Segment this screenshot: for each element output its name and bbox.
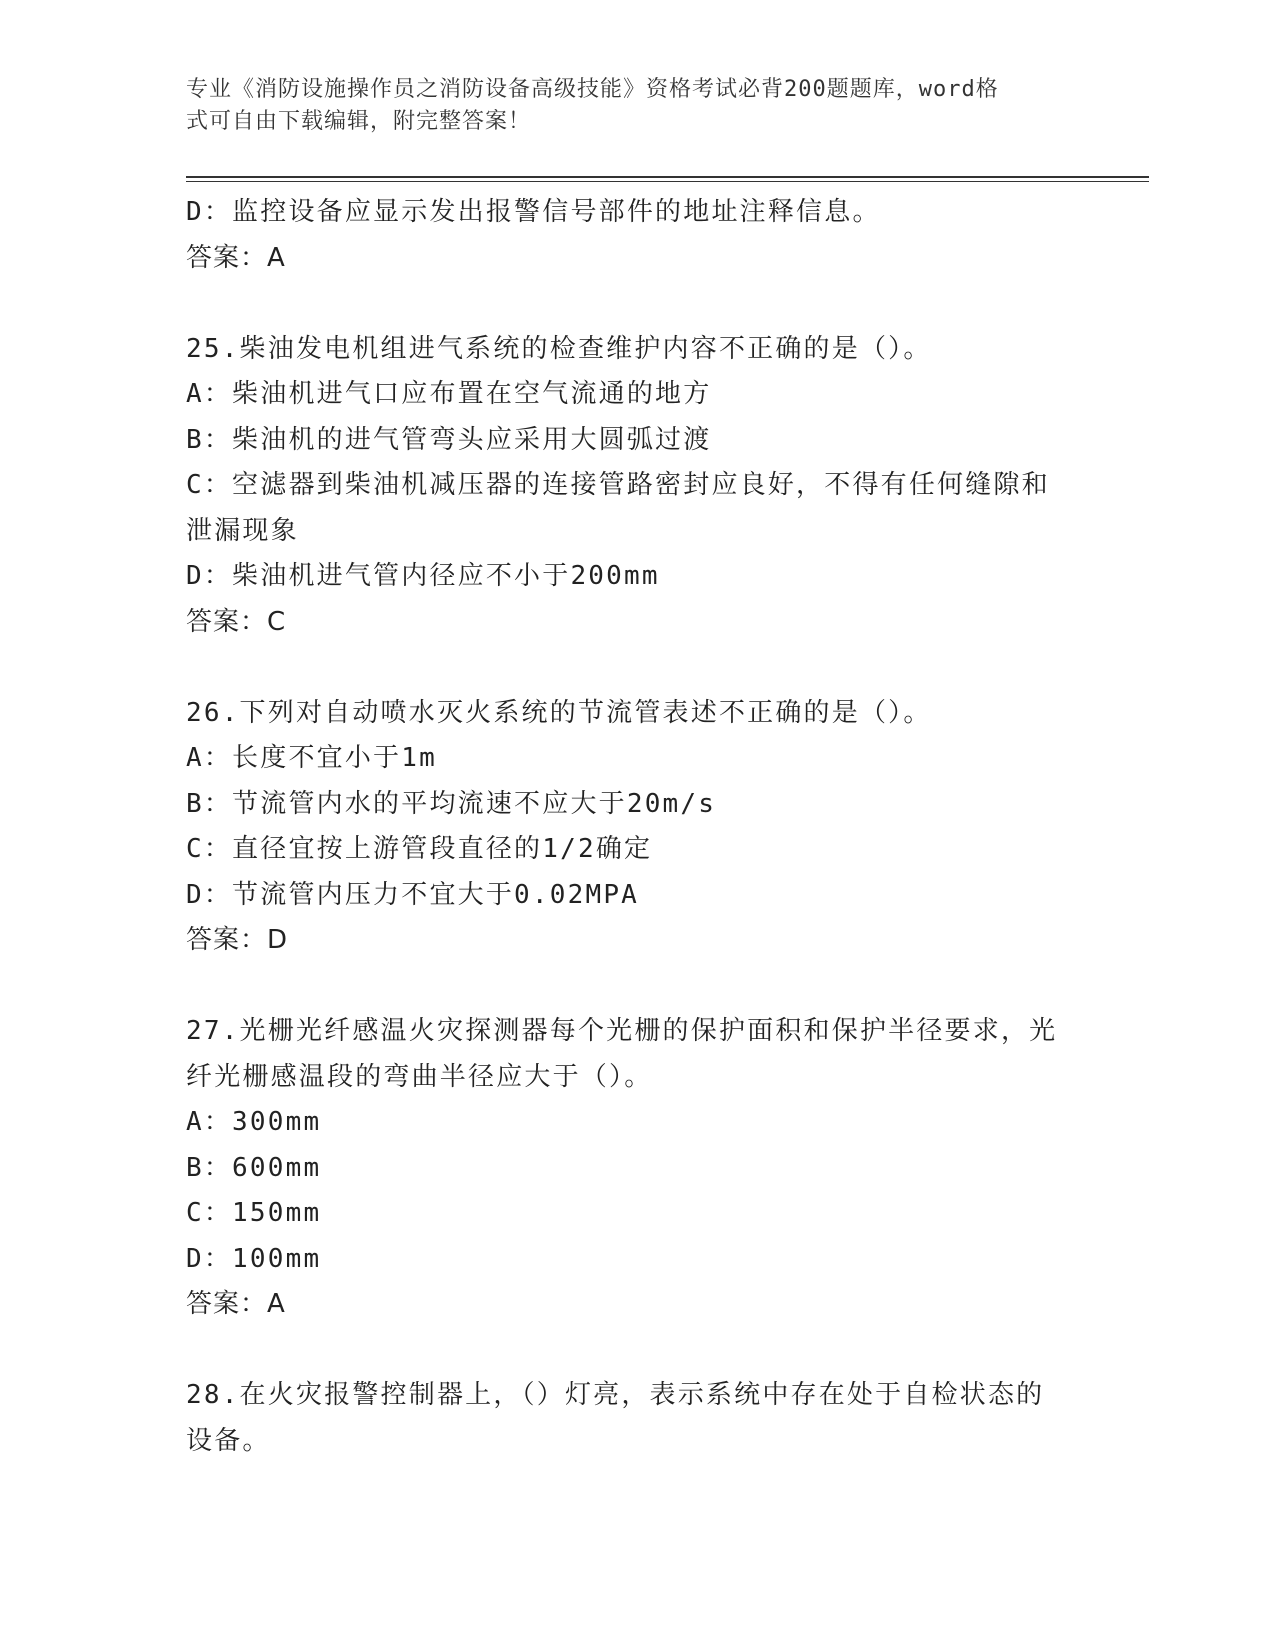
question-block-28 bbox=[186, 1373, 1076, 1464]
answer-line: 答案：A bbox=[186, 242, 286, 273]
question-block-25 bbox=[186, 327, 1076, 646]
option-b: B：600mm bbox=[186, 1152, 322, 1183]
spacer bbox=[186, 645, 1076, 691]
question-block-24-tail bbox=[186, 190, 1076, 281]
option-a: A：300mm bbox=[186, 1107, 322, 1137]
question-stem-continued: 纤光栅感温段的弯曲半径应大于（）。 bbox=[186, 1061, 653, 1092]
option-b: B：节流管内水的平均流速不应大于20m/s bbox=[186, 788, 717, 819]
option-d: D：监控设备应显示发出报警信号部件的地址注释信息。 bbox=[186, 197, 881, 227]
option-b: B：柴油机的进气管弯头应采用大圆弧过渡 bbox=[186, 424, 712, 455]
spacer bbox=[186, 1328, 1076, 1374]
option-d: D：柴油机进气管内径应不小于200mm bbox=[186, 561, 660, 591]
option-c-continued: 泄漏现象 bbox=[186, 515, 299, 546]
question-list bbox=[186, 190, 1076, 1464]
header-line-2: 式可自由下载编辑，附完整答案！ bbox=[186, 109, 532, 134]
question-block-26 bbox=[186, 691, 1076, 964]
question-stem: 26.下列对自动喷水灭火系统的节流管表述不正确的是（）。 bbox=[186, 697, 932, 728]
question-stem: 25.柴油发电机组进气系统的检查维护内容不正确的是（）。 bbox=[186, 333, 932, 364]
spacer bbox=[186, 964, 1076, 1010]
answer-line: 答案：A bbox=[186, 1289, 286, 1319]
option-c: C：直径宜按上游管段直径的1/2确定 bbox=[186, 834, 653, 864]
option-c: C：150mm bbox=[186, 1198, 322, 1228]
question-stem-continued: 设备。 bbox=[186, 1425, 271, 1456]
option-a: A：柴油机进气口应布置在空气流通的地方 bbox=[186, 379, 712, 409]
answer-line: 答案：C bbox=[186, 606, 287, 637]
header-rule-thin bbox=[186, 181, 1149, 182]
question-block-27 bbox=[186, 1009, 1076, 1328]
question-stem: 27.光栅光纤感温火灾探测器每个光栅的保护面积和保护半径要求，光 bbox=[186, 1016, 1058, 1046]
header-line-1: 专业《消防设施操作员之消防设备高级技能》资格考试必背200题题库，word格 bbox=[186, 77, 999, 102]
answer-line: 答案：D bbox=[186, 925, 289, 955]
header-rule-thick bbox=[186, 176, 1149, 178]
option-d: D：100mm bbox=[186, 1243, 322, 1274]
spacer bbox=[186, 281, 1076, 327]
option-c: C：空滤器到柴油机减压器的连接管路密封应良好，不得有任何缝隙和 bbox=[186, 470, 1050, 500]
option-a: A：长度不宜小于1m bbox=[186, 743, 437, 773]
question-stem: 28.在火灾报警控制器上，（）灯亮，表示系统中存在处于自检状态的 bbox=[186, 1380, 1045, 1410]
option-d: D：节流管内压力不宜大于0.02MPA bbox=[186, 879, 640, 910]
document-header bbox=[186, 74, 1066, 138]
